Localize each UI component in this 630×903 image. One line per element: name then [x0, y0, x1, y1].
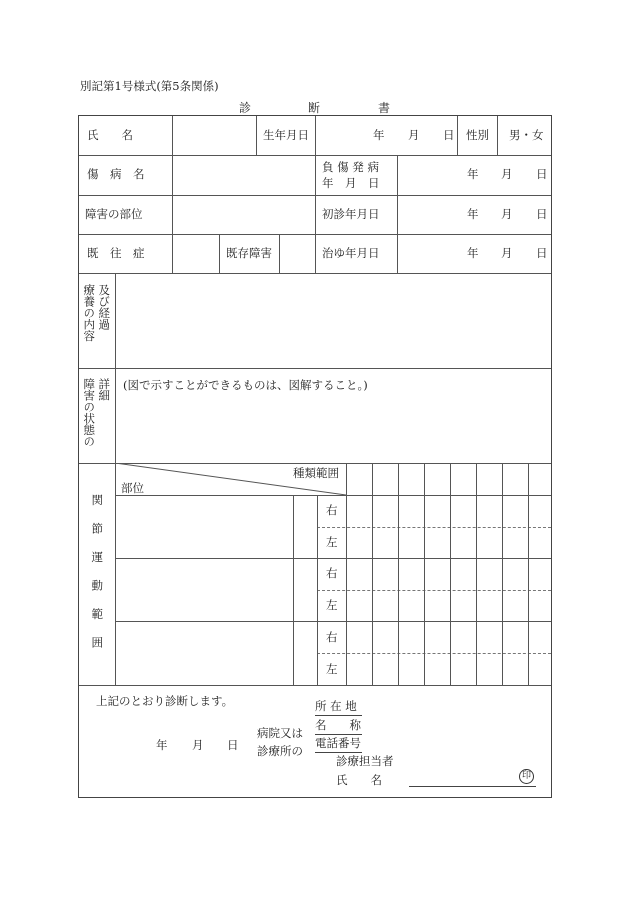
existing-label: 既存障害 [226, 246, 272, 260]
injury-label: 傷 病 名 [87, 167, 145, 181]
rule-rom-joint2 [115, 621, 551, 622]
col-birth-left [256, 116, 257, 155]
detail-note: (図で示すことができるものは、図解すること。) [123, 378, 368, 392]
doctor-name-label: 氏 名 [336, 773, 382, 787]
first-visit-year: 年 [467, 207, 479, 221]
col-rom-grid-7 [528, 463, 529, 685]
address-underline [315, 715, 362, 716]
type-range-label: 種類範囲 [293, 466, 339, 480]
diagnosis-form [78, 115, 552, 798]
col-rom-grid-2 [398, 463, 399, 685]
col-rom-grid-5 [476, 463, 477, 685]
seal-icon: 印 [519, 769, 534, 784]
col-rom-grid-4 [450, 463, 451, 685]
treatment-content-area[interactable] [116, 274, 550, 367]
form-caption: 別記第1号様式(第5条関係) [80, 79, 219, 93]
joint2-right: 右 [326, 566, 338, 580]
onset-label-line2: 年 月 日 [322, 176, 380, 190]
joint1-left: 左 [326, 535, 338, 549]
history-label: 既 往 症 [87, 246, 145, 260]
joint3-left: 左 [326, 662, 338, 676]
first-visit-month: 月 [501, 207, 513, 221]
footer-month: 月 [192, 738, 204, 752]
doctor-label: 診療担当者 [336, 754, 394, 768]
part-label: 部位 [121, 481, 144, 495]
col-rom-grid-6 [502, 463, 503, 685]
footer-day: 日 [227, 738, 239, 752]
joint1-right: 右 [326, 503, 338, 517]
col-rom-grid-1 [372, 463, 373, 685]
treatment-label-col2: 及び経過 [97, 284, 112, 330]
title-char-2: 断 [308, 101, 321, 115]
first-visit-label: 初診年月日 [322, 207, 380, 221]
onset-day: 日 [536, 167, 548, 181]
joint2-left: 左 [326, 598, 338, 612]
onset-year: 年 [467, 167, 479, 181]
col-date-divider [397, 155, 398, 273]
doctor-signature-line[interactable] [409, 786, 536, 787]
col-label-divider [172, 116, 173, 273]
col-rom-grid-0 [346, 463, 347, 685]
cure-day: 日 [536, 246, 548, 260]
joint3-right: 右 [326, 630, 338, 644]
phone-label: 電話番号 [315, 736, 361, 750]
col-sex-left [457, 116, 458, 155]
birth-year: 年 [373, 128, 385, 142]
rule-rom-end [79, 685, 551, 686]
cure-month: 月 [501, 246, 513, 260]
detail-content-area[interactable] [116, 401, 550, 461]
rule-treatment [79, 368, 551, 369]
title-char-3: 書 [378, 101, 391, 115]
col-rom-b [317, 495, 318, 685]
phone-underline [315, 752, 362, 753]
footer-statement: 上記のとおり診断します。 [96, 694, 234, 708]
rule-dashed-1 [317, 527, 551, 528]
facility-name-label: 名 称 [315, 718, 361, 732]
footer-year: 年 [156, 738, 168, 752]
col-existing-right [279, 234, 280, 273]
cure-label: 治ゆ年月日 [322, 246, 380, 260]
col-rom-a [293, 495, 294, 685]
birth-month: 月 [408, 128, 420, 142]
title-char-1: 診 [239, 101, 252, 115]
address-label: 所 在 地 [315, 699, 357, 713]
name-label: 氏 名 [87, 128, 133, 142]
col-right-section [315, 116, 316, 273]
cure-year: 年 [467, 246, 479, 260]
birth-label: 生年月日 [263, 128, 309, 142]
first-visit-day: 日 [536, 207, 548, 221]
rule-dashed-3 [317, 653, 551, 654]
col-sex-right [497, 116, 498, 155]
hospital-line2: 診療所の [257, 744, 303, 758]
rule-dashed-2 [317, 590, 551, 591]
treatment-label-col1: 療養の内容 [82, 284, 97, 342]
rule-rom-joint1 [115, 558, 551, 559]
sex-value[interactable]: 男・女 [509, 128, 544, 142]
detail-label-col2: 詳細 [97, 378, 112, 401]
hospital-line1: 病院又は [257, 726, 303, 740]
sex-label: 性別 [466, 128, 489, 142]
onset-label-line1: 負 傷 発 病 [322, 160, 379, 174]
site-label: 障害の部位 [85, 207, 143, 221]
col-rom-grid-3 [424, 463, 425, 685]
rom-label: 関節運動範囲 [90, 494, 105, 665]
facility-name-underline [315, 734, 362, 735]
detail-label-col1: 障害の状態の [82, 378, 97, 447]
onset-month: 月 [501, 167, 513, 181]
col-existing-left [219, 234, 220, 273]
birth-day: 日 [443, 128, 455, 142]
